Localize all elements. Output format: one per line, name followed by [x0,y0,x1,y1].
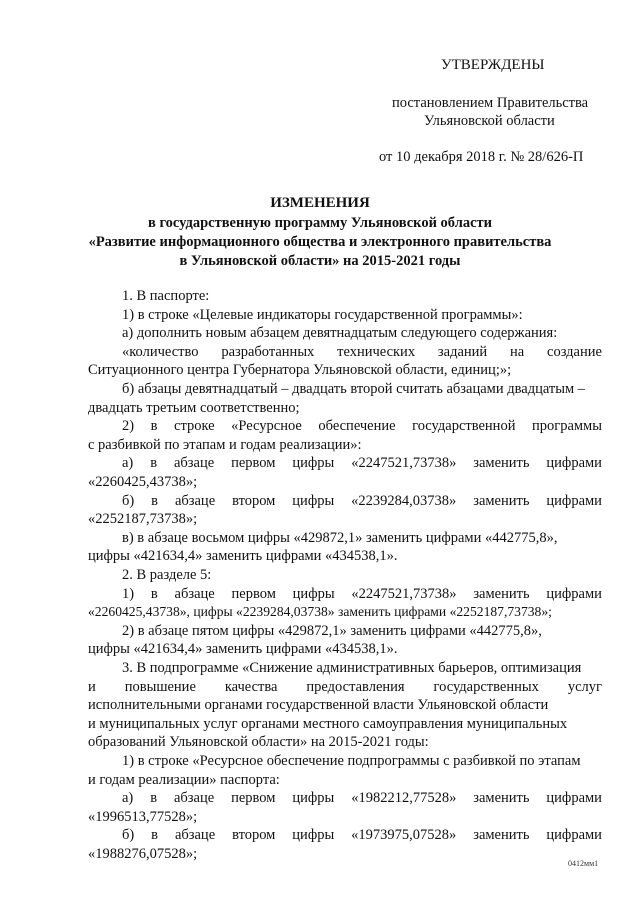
word: и [88,678,96,695]
word: первом [231,585,276,602]
document-subtitle-1: в государственную программу Ульяновской области [147,215,492,231]
word: втором [232,827,276,844]
body-line [122,826,602,845]
body-line: 1) в строке «Ресурсное обеспечение подпрограммы с разбивкой по этапам [122,753,581,769]
word: программы [531,418,602,435]
body-line: 1) в строке «Целевые индикаторы государственной программы»: [122,306,523,323]
word: 1) [122,585,135,602]
body-line: 1. В паспорте: [122,288,210,304]
body-line: образований Ульяновской области» на 2015-2021 годы: [88,734,429,751]
body-line: Ситуационного центра Губернатора Ульяновской области, единиц;»; [88,362,512,379]
body-line: «1996513,77528»; [88,808,198,825]
word: услуг [567,678,602,695]
document-title: ИЗМЕНЕНИЯ [270,195,370,211]
approval-line-1: постановлением Правительства [392,95,589,111]
word: заменить [473,455,530,472]
word: обеспечение [318,418,396,435]
body-line: в) в абзаце восьмом цифры «429872,1» заменить цифрами «442775,8», [122,529,558,546]
word: «2239284,03738» [351,492,457,509]
word: б) [122,492,135,509]
word: предоставления [306,678,405,695]
body-line: и муниципальных услуг органами местного самоуправления муниципальных [88,715,568,732]
word: «Ресурсное [231,418,302,435]
word: «1973975,07528» [351,827,457,844]
word: цифрами [546,790,602,807]
word: цифрами [546,455,602,472]
word: абзаце [173,790,215,807]
word: качества [224,678,278,695]
word: «2247521,73738» [351,585,457,602]
body-line: цифры «421634,4» заменить цифрами «434538,1». [88,548,398,565]
word: создание [547,343,602,360]
word: в [151,827,159,844]
body-line [122,343,602,362]
word: абзаце [174,585,215,602]
body-line [122,454,602,473]
body-line: «1988276,07528»; [88,846,198,862]
word: цифрами [546,492,602,509]
word: в [150,585,158,602]
body-line: б) абзацы девятнадцатый – двадцать второй считать абзацами двадцатым – [122,381,586,397]
word: а) [122,455,134,472]
word: цифры [292,492,335,509]
word: абзаце [174,827,216,844]
word: заменить [473,492,530,509]
word: заменить [473,790,530,807]
word: цифрами [546,827,602,844]
word: а) [122,790,134,807]
word: абзаце [173,455,215,472]
word: втором [232,492,276,509]
word: «количество [122,343,199,360]
word: заданий [437,343,488,360]
body-line: 2) в абзаце пятом цифры «429872,1» заменить цифрами «442775,8», [122,622,542,639]
body-line: исполнительными органами государственной власти Ульяновской области [88,697,549,714]
body-line [122,789,602,808]
word: на [510,343,525,360]
body-line: двадцать третьим соответственно; [88,399,300,416]
body-line: 3. В подпрограмме «Снижение административных барьеров, оптимизация [122,660,582,676]
body-line: а) дополнить новым абзацем девятнадцатым следующего содержания: [122,325,558,342]
footer-document-code: 0412мм1 [568,859,599,868]
word: «2247521,73738» [351,455,457,472]
word: 2) [122,418,135,435]
word: б) [122,827,135,844]
word: государственных [433,678,539,695]
word: в [150,455,158,472]
word: строке [174,418,215,435]
body-line: «2260425,43738»; [88,474,198,490]
word: заменить [473,585,530,602]
document-subtitle-3: в Ульяновской области» на 2015-2021 годы [179,253,461,269]
body-line [122,585,602,604]
word: цифры [292,790,335,807]
body-line [122,492,602,511]
word: в [150,418,158,435]
word: «1982212,77528» [351,790,457,807]
word: технических [337,343,416,360]
word: в [150,790,158,807]
word: государственной [412,418,516,435]
body-line: и годам реализации» паспорта: [88,771,280,788]
body-line: «2252187,73738»; [88,511,198,528]
body-line: 2. В разделе 5: [122,567,212,583]
approval-date-number: от 10 декабря 2018 г. № 28/626-П [379,149,584,165]
word: цифры [292,455,335,472]
word: абзаце [174,492,216,509]
word: цифры [292,585,335,602]
word: цифрами [546,585,602,602]
word: первом [231,790,276,807]
body-line [122,417,602,436]
body-line: «2260425,43738», цифры «2239284,03738» заменить цифрами «2252187,73738»; [88,604,552,620]
word: первом [231,455,276,472]
word: заменить [473,827,530,844]
word: цифры [292,827,335,844]
word: разработанных [221,343,315,360]
word: в [151,492,159,509]
body-line: цифры «421634,4» заменить цифрами «434538,1». [88,641,398,658]
approval-title: УТВЕРЖДЕНЫ [441,57,545,73]
body-line: с разбивкой по этапам и годам реализации»: [88,436,362,453]
word: повышение [124,678,196,695]
body-line [88,678,602,697]
document-subtitle-2: «Развитие информационного общества и электронного правительства [88,234,552,250]
approval-line-2: Ульяновской области [424,113,555,129]
